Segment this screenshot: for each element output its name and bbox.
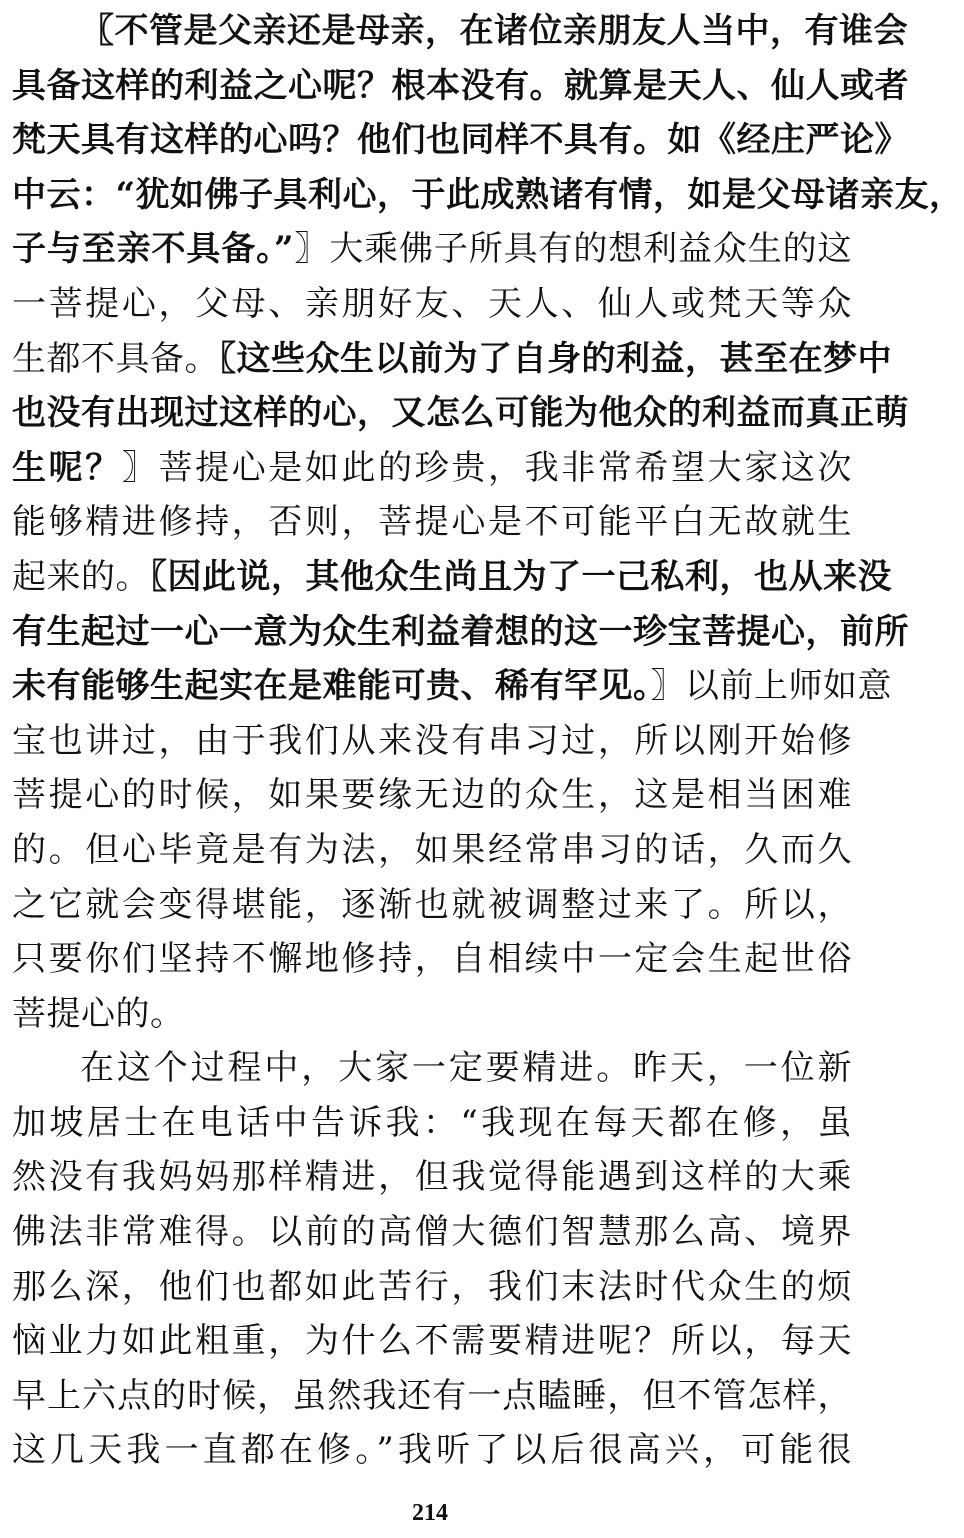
bold-text-segment: 子与至亲不具备。” — [12, 229, 295, 270]
body-text — [12, 4, 964, 1478]
text-segment: 然没有我妈妈那样精进，但我觉得能遇到这样的大乘 — [12, 1157, 852, 1198]
text-line — [12, 1096, 852, 1151]
text-line — [12, 1260, 852, 1315]
bold-text-segment: 也没有出现过这样的心，又怎么可能为他众的利益而真正萌 — [12, 393, 909, 434]
text-line — [12, 332, 892, 387]
text-segment: 宝也讲过，由于我们从来没有串习过，所以刚开始修 — [12, 720, 852, 761]
text-line — [12, 441, 852, 496]
text-line — [12, 1205, 852, 1260]
text-line — [12, 386, 909, 441]
text-line — [12, 59, 909, 114]
text-segment: 起来的。 — [12, 556, 150, 597]
text-segment: 〗大乘佛子所具有的想利益众生的这 — [294, 229, 853, 270]
text-line — [12, 168, 964, 223]
text-segment: 一菩提心，父母、亲朋好友、天人、仙人或梵天等众 — [12, 283, 852, 324]
text-line — [12, 987, 852, 1042]
text-segment: 之它就会变得堪能，逐渐也就被调整过来了。所以， — [12, 884, 852, 925]
bold-text-segment: 未有能够生起实在是难能可贵、稀有罕见。 — [12, 666, 651, 707]
text-line — [12, 932, 852, 987]
text-line — [12, 550, 892, 605]
text-line — [12, 1041, 852, 1096]
text-line — [12, 768, 852, 823]
bold-text-segment: 生呢？ — [12, 447, 122, 488]
text-segment: 菩提心的。 — [12, 993, 185, 1034]
bold-text-segment: 具备这样的利益之心呢？根本没有。就算是天人、仙人或者 — [12, 65, 909, 106]
document-page — [12, 0, 964, 1478]
text-line — [12, 495, 852, 550]
text-segment: 早上六点的时候，虽然我还有一点瞌睡，但不管怎样， — [12, 1375, 852, 1416]
text-segment: 这几天我一直都在修。”我听了以后很高兴，可能很 — [12, 1430, 852, 1471]
text-segment: 能够精进修持，否则，菩提心是不可能平白无故就生 — [12, 502, 852, 543]
text-line — [12, 823, 852, 878]
text-line — [12, 113, 909, 168]
text-line — [12, 1314, 852, 1369]
text-segment: 的。但心毕竟是有为法，如果经常串习的话，久而久 — [12, 829, 852, 870]
bold-text-segment: 有生起过一心一意为众生利益着想的这一珍宝菩提心，前所 — [12, 611, 909, 652]
text-segment: 只要你们坚持不懈地修持，自相续中一定会生起世俗 — [12, 939, 852, 980]
text-line — [12, 1423, 852, 1478]
text-segment: 生都不具备。 — [12, 338, 219, 379]
text-segment: 加坡居士在电话中告诉我：“我现在每天都在修，虽 — [12, 1102, 852, 1143]
text-line — [12, 1369, 852, 1424]
text-segment: 在这个过程中，大家一定要精进。昨天，一位新 — [80, 1048, 852, 1089]
text-line — [12, 1150, 852, 1205]
text-segment: 那么深，他们也都如此苦行，我们末法时代众生的烦 — [12, 1266, 852, 1307]
text-line — [12, 878, 852, 933]
bold-text-segment: 中云：“犹如佛子具利心，于此成熟诸有情，如是父母诸亲友， — [12, 174, 964, 215]
text-segment: 〗以前上师如意 — [650, 666, 892, 707]
bold-text-segment: 〖不管是父亲还是母亲，在诸位亲朋友人当中，有谁会 — [80, 11, 908, 51]
page-number: 214 — [412, 1500, 448, 1526]
text-segment: 恼业力如此粗重，为什么不需要精进呢？所以，每天 — [12, 1321, 852, 1362]
bold-text-segment: 梵天具有这样的心吗？他们也同样不具有。如《经庄严论》 — [12, 120, 909, 161]
bold-text-segment: 〖这些众生以前为了自身的利益，甚至在梦中 — [219, 338, 892, 379]
text-line — [12, 4, 908, 59]
text-line — [12, 222, 852, 277]
text-line — [12, 277, 852, 332]
text-line — [12, 659, 892, 714]
text-segment: 佛法非常难得。以前的高僧大德们智慧那么高、境界 — [12, 1212, 852, 1253]
bold-text-segment: 〖因此说，其他众生尚且为了一己私利，也从来没 — [150, 556, 892, 597]
text-segment: 〗菩提心是如此的珍贵，我非常希望大家这次 — [121, 447, 853, 488]
text-segment: 菩提心的时候，如果要缘无边的众生，这是相当困难 — [12, 775, 852, 816]
text-line — [12, 714, 852, 769]
text-line — [12, 605, 909, 660]
